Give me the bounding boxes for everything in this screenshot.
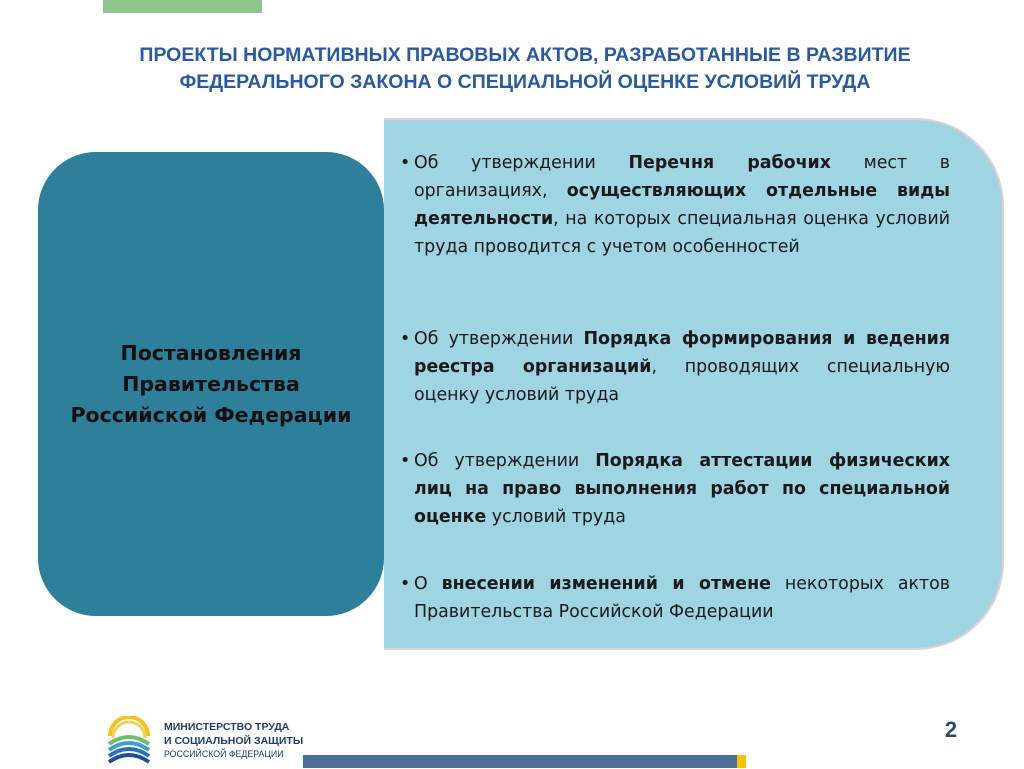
category-label: Постановления Правительства Российской Федерации: [70, 340, 352, 427]
bullet-marker: •: [400, 451, 411, 471]
text-fragment: , проводящих специальную оценку условий труда: [414, 357, 951, 405]
ministry-rainbow-logo-icon: [106, 716, 152, 764]
text-fragment: условий труда: [486, 507, 626, 527]
text-fragment: О: [414, 574, 442, 594]
bold-fragment: внесении изменений и отмене: [441, 574, 771, 594]
category-box: [38, 152, 384, 616]
bold-fragment: Порядка аттестации физических лиц на право выполнения работ по специальной оценке: [414, 451, 950, 527]
list-item-text: [414, 570, 950, 626]
list-item: [400, 570, 951, 626]
ministry-name: [164, 720, 303, 760]
bullet-marker: •: [400, 153, 411, 173]
top-accent-bar: [103, 0, 262, 13]
list-item: [400, 325, 951, 409]
list-item: [400, 447, 950, 531]
ministry-name-line3: РОССИЙСКОЙ ФЕДЕРАЦИИ: [164, 749, 284, 759]
slide-title-line1: ПРОЕКТЫ НОРМАТИВНЫХ ПРАВОВЫХ АКТОВ, РАЗРАБОТАННЫЕ В РАЗВИТИЕ: [139, 44, 911, 66]
bold-fragment: Порядка формирования и ведения реестра организаций: [414, 329, 950, 377]
list-item-text: [414, 149, 950, 261]
bold-fragment: Перечня рабочих: [628, 153, 831, 173]
slide-title: [60, 42, 990, 96]
list-item-text: [414, 447, 950, 531]
list-item-text: [414, 325, 950, 409]
bullet-marker: •: [400, 574, 411, 594]
text-fragment: , на которых специальная оценка условий труда проводится с учетом особенностей: [414, 209, 950, 257]
list-item: [400, 149, 950, 261]
text-fragment: мест в организациях,: [414, 153, 950, 201]
text-fragment: Об утверждении: [414, 451, 596, 471]
text-fragment: Об утверждении: [414, 329, 584, 349]
document-list-panel: [384, 118, 1004, 650]
footer-accent: [737, 755, 746, 768]
ministry-name-line1: МИНИСТЕРСТВО ТРУДА: [164, 721, 290, 733]
bold-fragment: осуществляющих отдельные виды деятельности: [414, 181, 950, 229]
page-number: 2: [944, 717, 958, 742]
text-fragment: Об утверждении: [414, 153, 629, 173]
slide-title-line2: ФЕДЕРАЛЬНОГО ЗАКОНА О СПЕЦИАЛЬНОЙ ОЦЕНКЕ УСЛОВИЙ ТРУДА: [179, 71, 871, 93]
footer-bar: [303, 755, 737, 768]
ministry-name-line2: И СОЦИАЛЬНОЙ ЗАЩИТЫ: [164, 735, 304, 747]
bullet-marker: •: [400, 329, 411, 349]
text-fragment: некоторых актов Правительства Российской Федерации: [414, 574, 951, 622]
